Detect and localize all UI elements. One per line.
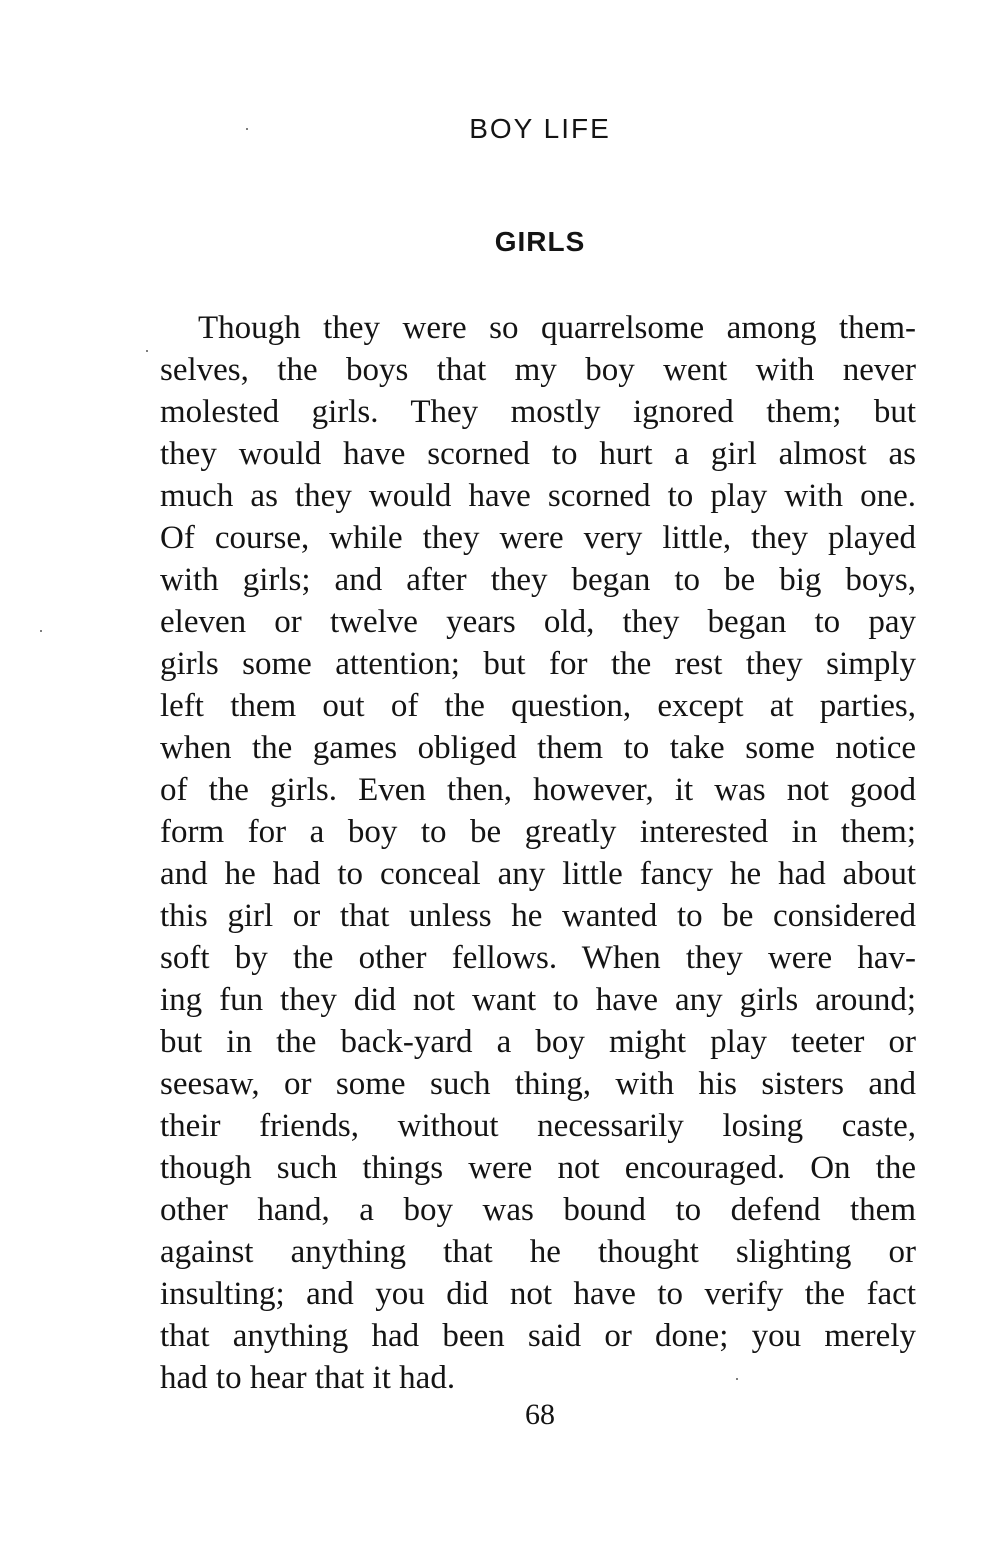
text-line: against anything that he thought slighting or bbox=[160, 1234, 916, 1270]
text-line: that anything had been said or done; you merely bbox=[160, 1318, 916, 1354]
text-line: though such things were not encouraged. On the bbox=[160, 1150, 916, 1186]
text-line: seesaw, or some such thing, with his sisters and bbox=[160, 1066, 916, 1102]
text-line: selves, the boys that my boy went with never bbox=[160, 352, 916, 388]
text-line: when the games obliged them to take some notice bbox=[160, 730, 916, 766]
print-speck bbox=[736, 1378, 738, 1380]
text-line: other hand, a boy was bound to defend them bbox=[160, 1192, 916, 1228]
text-line: form for a boy to be greatly interested in them; bbox=[160, 814, 916, 850]
text-line: and he had to conceal any little fancy he had about bbox=[160, 856, 916, 892]
text-line: much as they would have scorned to play with one. bbox=[160, 478, 916, 514]
text-line: this girl or that unless he wanted to be considered bbox=[160, 898, 916, 934]
text-line: with girls; and after they began to be big boys, bbox=[160, 562, 916, 598]
section-title: GIRLS bbox=[494, 226, 586, 257]
text-line: Though they were so quarrelsome among them- bbox=[198, 310, 916, 346]
text-line: eleven or twelve years old, they began to pay bbox=[160, 604, 916, 640]
print-speck bbox=[246, 128, 248, 130]
text-line: insulting; and you did not have to verify the fact bbox=[160, 1276, 916, 1312]
text-line: soft by the other fellows. When they were hav- bbox=[160, 940, 916, 976]
text-line: but in the back-yard a boy might play teeter or bbox=[160, 1024, 916, 1060]
text-line: molested girls. They mostly ignored them; but bbox=[160, 394, 916, 430]
text-line: Of course, while they were very little, they played bbox=[160, 520, 916, 556]
body-text bbox=[160, 307, 916, 1399]
running-head: BOY LIFE bbox=[469, 113, 611, 144]
text-line: ing fun they did not want to have any girls around; bbox=[160, 982, 916, 1018]
text-line: left them out of the question, except at parties, bbox=[160, 688, 916, 724]
page-number: 68 bbox=[525, 1398, 555, 1431]
text-line: had to hear that it had. bbox=[160, 1360, 456, 1396]
text-line: of the girls. Even then, however, it was not good bbox=[160, 772, 916, 808]
text-line: they would have scorned to hurt a girl almost as bbox=[160, 436, 916, 472]
text-line: girls some attention; but for the rest they simply bbox=[160, 646, 916, 682]
text-line: their friends, without necessarily losing caste, bbox=[160, 1108, 916, 1144]
print-speck bbox=[146, 350, 148, 352]
print-speck bbox=[40, 630, 42, 632]
